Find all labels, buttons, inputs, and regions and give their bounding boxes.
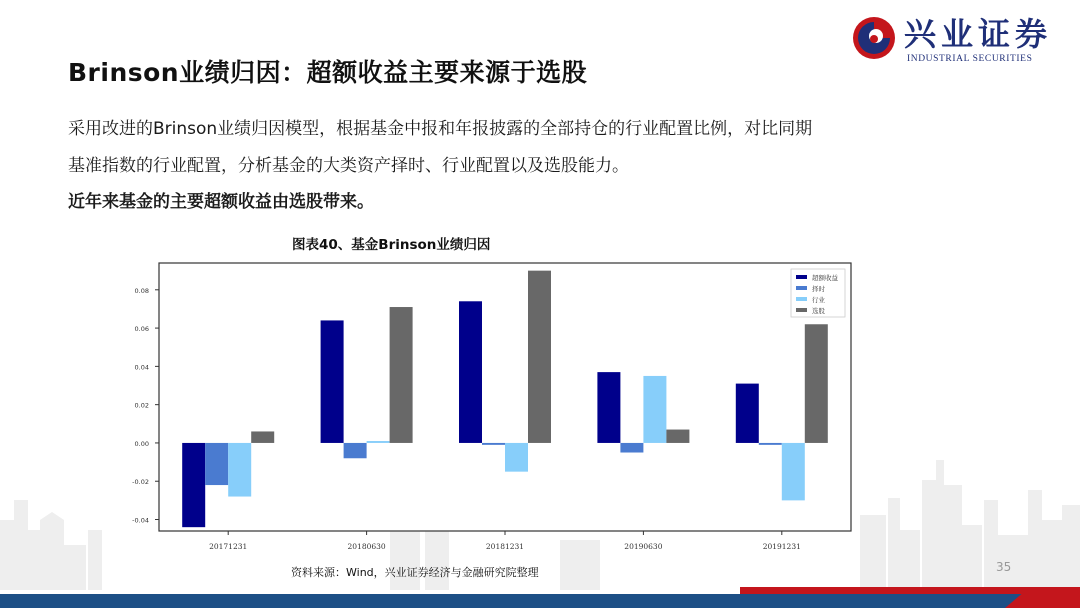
bar-选股-20190630	[666, 430, 689, 443]
conclusion-text: 近年来基金的主要超额收益由选股带来。	[68, 192, 374, 212]
page-number: 35	[996, 560, 1012, 574]
paragraph-line-2: 基准指数的行业配置，分析基金的大类资产择时、行业配置以及选股能力。	[68, 156, 629, 176]
bar-择时-20171231	[205, 443, 228, 485]
bar-选股-20181231	[528, 271, 551, 443]
legend-swatch	[796, 297, 807, 301]
footer-blue-band	[0, 594, 1080, 608]
bar-行业-20181231	[505, 443, 528, 472]
bar-行业-20171231	[228, 443, 251, 497]
bar-选股-20171231	[251, 431, 274, 442]
y-tick-label: 0.02	[134, 401, 149, 410]
bar-择时-20191231	[759, 443, 782, 445]
bar-超额收益-20181231	[459, 301, 482, 443]
logo-chinese-name: 兴业证券	[904, 15, 1053, 53]
chart-title: 图表40、基金Brinson业绩归因	[292, 237, 491, 253]
y-tick-label: -0.04	[132, 516, 149, 525]
source-note: 资料来源：Wind，兴业证券经济与金融研究院整理	[291, 566, 539, 579]
bar-择时-20180630	[344, 443, 367, 458]
legend-swatch	[796, 275, 807, 279]
y-tick-label: 0.00	[134, 439, 149, 448]
x-tick-label: 20180630	[347, 542, 386, 551]
legend-label: 选股	[812, 307, 825, 315]
x-tick-label: 20171231	[209, 542, 248, 551]
legend-label: 行业	[812, 296, 825, 304]
bar-择时-20181231	[482, 443, 505, 445]
bar-选股-20180630	[390, 307, 413, 443]
logo-english-name: INDUSTRIAL SECURITIES	[907, 54, 1033, 64]
bar-超额收益-20191231	[736, 384, 759, 443]
legend-label: 超额收益	[812, 274, 838, 282]
bar-行业-20180630	[367, 441, 390, 443]
legend-swatch	[796, 286, 807, 290]
paragraph-line-1: 采用改进的Brinson业绩归因模型，根据基金中报和年报披露的全部持仓的行业配置比例，对比同期	[68, 119, 813, 139]
x-tick-label: 20190630	[624, 542, 663, 551]
bar-择时-20190630	[620, 443, 643, 453]
y-tick-label: 0.04	[134, 363, 149, 372]
bar-选股-20191231	[805, 324, 828, 443]
slide-title: Brinson业绩归因：超额收益主要来源于选股	[68, 58, 588, 87]
bar-行业-20191231	[782, 443, 805, 500]
x-tick-label: 20191231	[762, 542, 801, 551]
bar-超额收益-20190630	[597, 372, 620, 443]
x-tick-label: 20181231	[485, 542, 525, 551]
legend-label: 择时	[812, 285, 825, 293]
bar-行业-20190630	[643, 376, 666, 443]
y-tick-label: 0.08	[134, 286, 149, 295]
y-tick-label: -0.02	[132, 478, 149, 487]
legend-swatch	[796, 308, 807, 312]
company-logo	[852, 14, 1067, 66]
bar-超额收益-20171231	[182, 443, 205, 527]
brinson-attribution-bar-chart	[118, 255, 863, 565]
bar-超额收益-20180630	[321, 320, 344, 443]
logo-emblem-icon	[852, 16, 896, 60]
y-tick-label: 0.06	[134, 325, 149, 334]
